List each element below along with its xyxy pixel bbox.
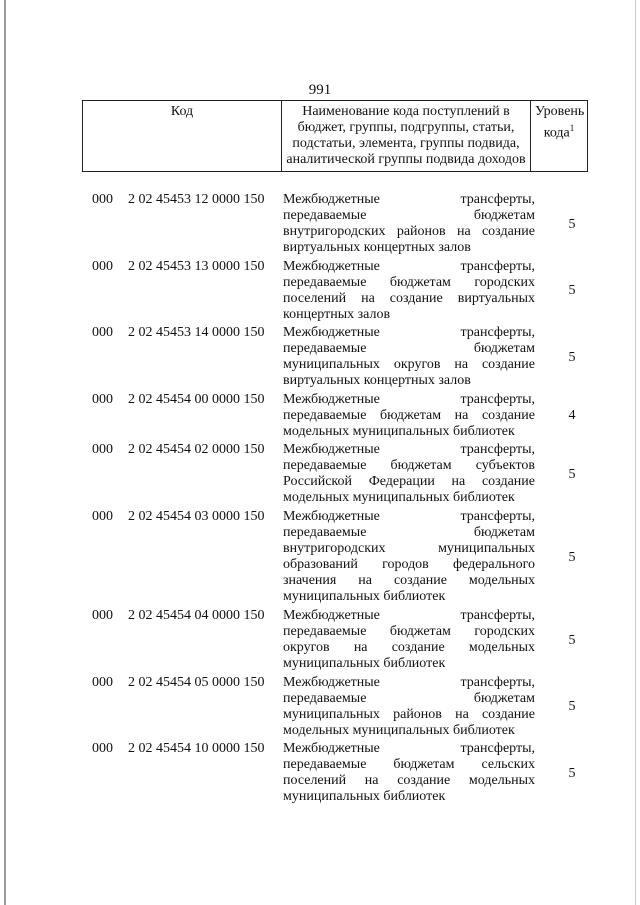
income-name-line: Межбюджетные трансферты, xyxy=(283,508,535,524)
income-name-line: Российской Федерации на создание xyxy=(283,474,535,489)
income-name xyxy=(283,509,535,605)
budget-code: 2 02 45454 00 0000 150 xyxy=(128,391,265,407)
budget-code: 2 02 45454 02 0000 150 xyxy=(128,442,265,457)
page-left-edge xyxy=(4,0,6,905)
income-name-line: Межбюджетные трансферты, xyxy=(283,391,535,407)
income-name-line: виртуальных концертных залов xyxy=(283,373,471,389)
page-number: 991 xyxy=(308,82,332,98)
income-name xyxy=(283,608,535,672)
income-name-line: виртуальных концертных залов xyxy=(283,240,471,255)
code-level: 5 xyxy=(568,216,576,232)
income-name xyxy=(283,325,535,389)
income-class-code: 000 xyxy=(92,391,113,407)
budget-code: 2 02 45453 14 0000 150 xyxy=(128,325,265,341)
income-name-line: модельных муниципальных библиотек xyxy=(283,423,515,439)
income-name-line: концертных залов xyxy=(283,306,391,322)
income-name xyxy=(283,392,535,440)
income-name-line: внутригородских районов на создание xyxy=(283,224,535,239)
income-class-code: 000 xyxy=(92,442,113,457)
income-name-line: округов на создание модельных xyxy=(283,640,535,655)
header-name-line: Наименование кода поступлений в xyxy=(302,104,510,119)
income-name-line: значения на создание модельных xyxy=(283,572,535,588)
income-name xyxy=(283,741,535,805)
income-name-line: передаваемые бюджетам городских xyxy=(283,274,535,290)
income-name-line: муниципальных библиотек xyxy=(283,789,446,805)
header-level-line1: Уровень xyxy=(535,104,585,119)
table-header xyxy=(82,100,588,172)
income-name xyxy=(283,675,535,739)
income-name-line: поселений на создание виртуальных xyxy=(283,290,535,306)
income-class-code: 000 xyxy=(92,192,113,207)
income-name-line: модельных муниципальных библиотек xyxy=(283,722,515,738)
income-class-code: 000 xyxy=(92,608,113,623)
income-name-line: передаваемые бюджетам xyxy=(283,208,535,223)
header-code xyxy=(83,101,282,172)
code-level: 5 xyxy=(568,549,576,565)
code-level: 5 xyxy=(568,765,576,781)
header-level-line2: кода xyxy=(543,125,570,141)
income-name-line: Межбюджетные трансферты, xyxy=(283,741,535,757)
income-name-line: внутригородских муниципальных xyxy=(283,540,535,556)
budget-code: 2 02 45454 04 0000 150 xyxy=(128,608,265,623)
code-level: 5 xyxy=(568,466,576,482)
page-right-edge xyxy=(635,0,636,905)
income-name-line: муниципальных районов на создание xyxy=(283,706,535,722)
income-name-line: передаваемые бюджетам xyxy=(283,341,535,357)
income-name-line: модельных муниципальных библиотек xyxy=(283,490,515,505)
header-level xyxy=(531,101,588,172)
income-name-line: передаваемые бюджетам на создание xyxy=(283,407,535,423)
budget-code: 2 02 45454 05 0000 150 xyxy=(128,674,265,690)
income-class-code: 000 xyxy=(92,325,113,341)
income-name xyxy=(283,442,535,506)
income-name-line: передаваемые бюджетам xyxy=(283,524,535,540)
header-name-line: подстатьи, элемента, группы подвида, xyxy=(292,136,520,151)
income-name-line: передаваемые бюджетам субъектов xyxy=(283,458,535,473)
income-name-line: Межбюджетные трансферты, xyxy=(283,192,535,207)
income-name-line: передаваемые бюджетам городских xyxy=(283,624,535,639)
income-name-line: муниципальных библиотек xyxy=(283,588,446,604)
header-code-label: Код xyxy=(170,104,194,119)
income-name-line: Межбюджетные трансферты, xyxy=(283,325,535,341)
code-level: 5 xyxy=(568,699,576,715)
budget-code: 2 02 45454 03 0000 150 xyxy=(128,508,265,524)
income-name-line: Межбюджетные трансферты, xyxy=(283,258,535,274)
income-name-line: муниципальных округов на создание xyxy=(283,357,535,373)
code-level: 4 xyxy=(568,408,576,424)
code-level: 5 xyxy=(568,632,576,648)
income-name-line: муниципальных библиотек xyxy=(283,656,446,671)
header-name xyxy=(282,101,531,172)
income-class-code: 000 xyxy=(92,258,113,274)
income-name-line: Межбюджетные трансферты, xyxy=(283,442,535,457)
income-name-line: поселений на создание модельных xyxy=(283,773,535,789)
code-level: 5 xyxy=(568,349,576,365)
footnote-marker: 1 xyxy=(569,123,575,133)
budget-code: 2 02 45454 10 0000 150 xyxy=(128,741,265,757)
code-level: 5 xyxy=(568,283,576,299)
budget-code: 2 02 45453 13 0000 150 xyxy=(128,258,265,274)
income-name-line: Межбюджетные трансферты, xyxy=(283,674,535,690)
income-name xyxy=(283,259,535,323)
income-class-code: 000 xyxy=(92,741,113,757)
income-name-line: образований городов федерального xyxy=(283,556,535,572)
income-name xyxy=(283,192,535,256)
income-class-code: 000 xyxy=(92,508,113,524)
income-name-line: передаваемые бюджетам xyxy=(283,690,535,706)
income-name-line: передаваемые бюджетам сельских xyxy=(283,757,535,773)
header-name-line: бюджет, группы, подгруппы, статьи, xyxy=(297,120,515,135)
header-name-line: аналитической группы подвида доходов xyxy=(286,152,526,167)
income-name-line: Межбюджетные трансферты, xyxy=(283,608,535,623)
income-class-code: 000 xyxy=(92,674,113,690)
budget-code: 2 02 45453 12 0000 150 xyxy=(128,192,265,207)
